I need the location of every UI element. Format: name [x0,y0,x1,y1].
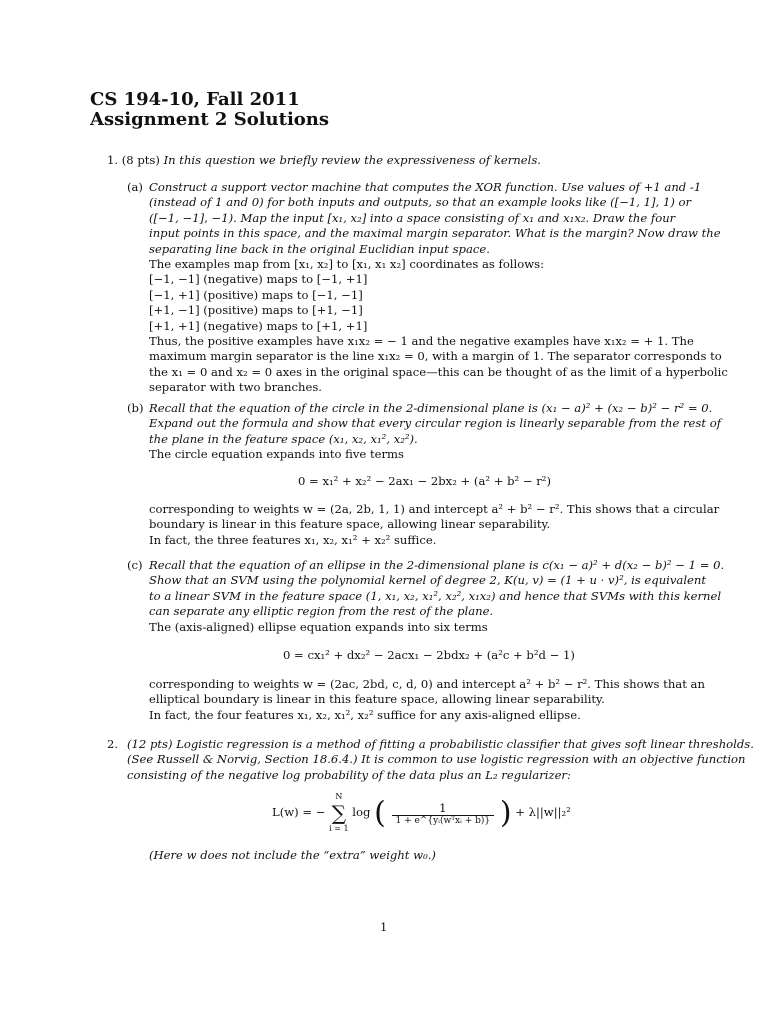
q2-number: 2. [107,737,119,751]
q1b-answer-intro: The circle equation expands into five terms [149,447,404,461]
q1a-prompt-line: ([−1, −1], −1). Map the input [x₁, x₂] into a space consisting of x₁ and x₁x₂. Draw the four [149,210,676,225]
q2-equation [272,792,571,834]
q1a-prompt [149,180,721,257]
q2-eq-numerator: 1 [392,801,495,816]
q1a-prompt-line: separating line back in the original Euclidian input space. [149,241,490,256]
q2-note: (Here w does not include the “extra” weight w₀.) [149,848,436,862]
q1c-prompt-line: to a linear SVM in the feature space (1, x₁, x₂, x₁², x₂², x₁x₂) and hence that SVMs with this kernel [149,588,722,603]
course-title: CS 194-10, Fall 2011 [90,89,300,110]
q1b-answer [149,502,719,548]
q1b-answer-line: In fact, the three features x₁, x₂, x₁² + x₂² suffice. [149,532,437,547]
q1c-equation: 0 = cx₁² + dx₂² − 2acx₁ − 2bdx₂ + (a²c + b²d − 1) [283,648,575,662]
q1a-answer-line: [−1, +1] (positive) maps to [−1, −1] [149,287,363,302]
right-paren-icon: ) [499,795,512,831]
q1c-prompt-line: can separate any elliptic region from the rest of the plane. [149,604,494,619]
q1a-answer-line: the x₁ = 0 and x₂ = 0 axes in the original space—this can be thought of as the limit of a hyperbolic [149,364,728,379]
q1c-answer-intro: The (axis-aligned) ellipse equation expands into six terms [149,620,488,634]
q1c-answer-line: corresponding to weights w = (2ac, 2bd, c, d, 0) and intercept a² + b² − r². This shows that an [149,677,705,691]
q2-eq-lhs: L(w) = − [272,805,326,819]
q1-number: 1. [107,153,119,167]
q1a-label: (a) [127,180,143,194]
q1a-answer-line: Thus, the positive examples have x₁x₂ = − 1 and the negative examples have x₁x₂ = + 1. The [149,334,694,349]
q1c-label: (c) [127,558,143,572]
q1a-prompt-line: Construct a support vector machine that computes the XOR function. Use values of +1 and -1 [149,180,702,194]
q1b-equation: 0 = x₁² + x₂² − 2ax₁ − 2bx₂ + (a² + b² − r²) [298,474,551,488]
q1a-prompt-line: input points in this space, and the maximal margin separator. What is the margin? Now draw the [149,226,721,241]
q1a-answer-line: The examples map from [x₁, x₂] to [x₁, x₁ x₂] coordinates as follows: [149,257,544,271]
q1a-prompt-line: (instead of 1 and 0) for both inputs and outputs, so that an example looks like ([−1, 1], 1) or [149,195,692,210]
q1c-answer-line: elliptical boundary is linear in this feature space, allowing linear separability. [149,692,605,707]
q1-points: (8 pts) [121,153,160,167]
assignment-title: Assignment 2 Solutions [90,109,330,130]
q1c-prompt [149,558,724,620]
q1b-answer-line: boundary is linear in this feature space, allowing linear separability. [149,517,551,532]
page-title [90,90,329,130]
q1c-prompt-line: Recall that the equation of an ellipse in the 2-dimensional plane is c(x₁ − a)² + d(x₂ − b)² − 1 = 0. [149,558,725,572]
q1a-answer-line: [−1, −1] (negative) maps to [−1, +1] [149,272,368,287]
q2-eq-fraction [392,801,495,826]
q1a-answer [149,257,728,396]
q1c-answer-line: In fact, the four features x₁, x₂, x₁², x₂² suffice for any axis-aligned ellipse. [149,707,581,722]
q1a-answer-line: [+1, −1] (positive) maps to [+1, −1] [149,303,363,318]
q2-text-line: (See Russell & Norvig, Section 18.6.4.) It is common to use logistic regression with an objective function [127,752,746,767]
q2-eq-sum [329,792,348,834]
q2-text-line: (12 pts) Logistic regression is a method of fitting a probabilistic classifier that gives soft linear thresholds. [127,737,754,751]
q1a-answer-line: [+1, +1] (negative) maps to [+1, +1] [149,318,368,333]
q1b-answer-line: corresponding to weights w = (2a, 2b, 1, 1) and intercept a² + b² − r². This shows that a circular [149,502,720,516]
q2-text-line: consisting of the negative log probability of the data plus an L₂ regularizer: [127,767,571,782]
q1b-prompt-line: Recall that the equation of the circle in the 2-dimensional plane is (x₁ − a)² + (x₂ − b)² − r² = 0. [149,401,713,415]
q1c-prompt-line: Show that an SVM using the polynomial kernel of degree 2, K(u, v) = (1 + u · v)², is equivalent [149,573,707,588]
q1b-prompt-line: Expand out the formula and show that every circular region is linearly separable from the rest of [149,416,721,431]
q1-intro: In this question we briefly review the expressiveness of kernels. [163,153,541,167]
q2-text [127,737,754,783]
q2-eq-sum-symbol: ∑ [331,801,347,825]
q1b-prompt-line: the plane in the feature space (x₁, x₂, x₁², x₂²). [149,431,418,446]
q1a-answer-line: maximum margin separator is the line x₁x₂ = 0, with a margin of 1. The separator corresponds to [149,349,722,364]
q1c-answer [149,677,705,723]
q1a-answer-line: separator with two branches. [149,380,322,395]
q2-eq-sum-top: N [335,792,343,801]
q2-eq-sum-bottom: i = 1 [329,824,349,833]
left-paren-icon: ( [374,795,386,831]
page-number: 1 [380,920,388,934]
q1b-prompt [149,401,721,447]
q1-header [107,153,541,168]
q2-eq-log: log [352,805,371,819]
q1b-label: (b) [127,401,144,415]
q2-eq-denominator: 1 + e^{yᵢ(wᵀxᵢ + b)} [395,815,491,826]
q2-eq-regularizer: + λ||w||₂² [515,805,571,819]
